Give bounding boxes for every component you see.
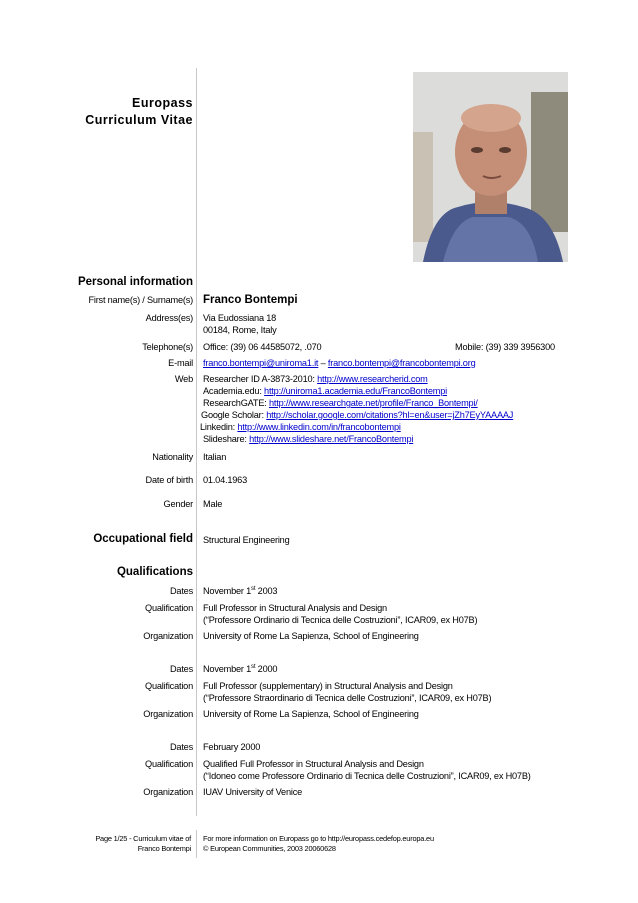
qualification-3-date <box>203 741 260 753</box>
footer-divider <box>196 830 197 858</box>
qualification-2-date-main: November 1 <box>203 664 252 674</box>
telephone-label: Telephone(s) <box>142 342 193 352</box>
address-line-2: 00184, Rome, Italy <box>203 325 277 335</box>
footer-page-info <box>95 834 191 854</box>
dob-label: Date of birth <box>145 475 193 485</box>
qualification-2-date <box>203 663 277 675</box>
web-linkedin-link[interactable]: http://www.linkedin.com/in/francobontempi <box>237 422 401 432</box>
web-researchgate-link[interactable]: http://www.researchgate.net/profile/Franco_Bontempi/ <box>268 398 478 408</box>
qualification-3-qual-label: Qualification <box>145 759 193 769</box>
web-linkedin-prefix: Linkedin: <box>200 422 238 432</box>
web-researcherid-link[interactable]: http://www.researcherid.com <box>317 374 428 384</box>
qualification-3-org-label: Organization <box>143 787 193 797</box>
web-researchgate-prefix: ResearchGATE: <box>203 398 269 408</box>
qualification-2-date-suffix: st <box>251 663 256 670</box>
qualification-2-org-label: Organization <box>143 709 193 719</box>
web-researcherid-prefix: Researcher ID A-3873-2010: <box>203 374 318 384</box>
nationality-value: Italian <box>203 452 227 462</box>
qualification-3-org: IUAV University of Venice <box>203 787 302 797</box>
gender-label: Gender <box>163 499 193 509</box>
mobile-phone: Mobile: (39) 339 3956300 <box>455 342 555 352</box>
qualification-2-date-year: 2000 <box>255 664 278 674</box>
qualification-3-title: Qualified Full Professor in Structural Analysis and Design <box>203 759 424 769</box>
occupational-field-value: Structural Engineering <box>203 535 290 545</box>
qualification-1-qual-label: Qualification <box>145 603 193 613</box>
web-slideshare <box>203 433 413 445</box>
footer-europass-line-1: For more information on Europass go to http://europass.cedefop.europa.eu <box>203 834 434 843</box>
qualification-2-title: Full Professor (supplementary) in Structural Analysis and Design <box>203 681 453 691</box>
email-row <box>203 357 475 369</box>
qualification-2-org: University of Rome La Sapienza, School of Engineering <box>203 709 419 719</box>
qualification-1-date-year: 2003 <box>255 586 278 596</box>
header-title-cv: Curriculum Vitae <box>85 113 193 127</box>
nationality-label: Nationality <box>152 452 193 462</box>
qualification-1-date-suffix: st <box>251 585 256 592</box>
web-academia <box>203 385 447 397</box>
footer-page-line-2: Franco Bontempi <box>137 844 191 853</box>
gender-value: Male <box>203 499 223 509</box>
qualification-1-dates-label: Dates <box>169 586 193 596</box>
web-slideshare-link[interactable]: http://www.slideshare.net/FrancoBontempi <box>249 434 414 444</box>
web-researchgate <box>203 397 478 409</box>
email-separator: – <box>320 358 326 368</box>
web-academia-prefix: Academia.edu: <box>203 386 265 396</box>
email-link-uniroma[interactable]: franco.bontempi@uniroma1.it <box>203 358 319 368</box>
web-scholar <box>201 409 513 421</box>
qualification-3-title-italian: (“Idoneo come Professore Ordinario di Tecnica delle Costruzioni”, ICAR09, ex H07B) <box>203 771 531 781</box>
office-phone: Office: (39) 06 44585072, .070 <box>203 342 322 352</box>
header-title-europass: Europass <box>132 96 193 110</box>
footer-copyright: © European Communities, 2003 20060628 <box>203 844 336 853</box>
occupational-field-label: Occupational field <box>93 533 193 545</box>
footer-europass-info <box>203 834 434 854</box>
qualification-2-qual-label: Qualification <box>145 681 193 691</box>
profile-photo-image <box>413 72 568 262</box>
address-line-1: Via Eudossiana 18 <box>203 313 277 323</box>
web-researcherid <box>203 373 428 385</box>
profile-photo <box>413 72 568 262</box>
web-linkedin <box>200 421 401 433</box>
web-slideshare-prefix: Slideshare: <box>203 434 250 444</box>
email-label: E-mail <box>168 358 193 368</box>
full-name: Franco Bontempi <box>203 294 298 306</box>
footer-page-line-1: Page 1/25 - Curriculum vitae of <box>95 834 191 843</box>
address-label: Address(es) <box>145 313 193 323</box>
column-divider <box>196 68 197 816</box>
web-academia-link[interactable]: http://uniroma1.academia.edu/FrancoBontempi <box>264 386 447 396</box>
web-scholar-link[interactable]: http://scholar.google.com/citations?hl=en&user=jZh7EyYAAAAJ <box>266 410 514 420</box>
web-scholar-prefix: Google Scholar: <box>201 410 267 420</box>
qualification-1-org: University of Rome La Sapienza, School of Engineering <box>203 631 419 641</box>
name-label: First name(s) / Surname(s) <box>88 295 193 305</box>
qualification-1-date <box>203 585 277 597</box>
qualification-1-title: Full Professor in Structural Analysis and Design <box>203 603 387 613</box>
section-personal-information: Personal information <box>77 276 193 288</box>
qualification-1-org-label: Organization <box>143 631 193 641</box>
section-qualifications: Qualifications <box>116 566 193 578</box>
qualification-3-date-main: February 2000 <box>203 742 261 752</box>
qualification-2-title-italian: (“Professore Straordinario di Tecnica delle Costruzioni”, ICAR09, ex H07B) <box>203 693 492 703</box>
qualification-3-dates-label: Dates <box>169 742 193 752</box>
qualification-2-dates-label: Dates <box>169 664 193 674</box>
qualification-1-title-italian: (“Professore Ordinario di Tecnica delle Costruzioni”, ICAR09, ex H07B) <box>203 615 478 625</box>
dob-value: 01.04.1963 <box>203 475 247 485</box>
web-label: Web <box>174 374 193 384</box>
qualification-1-date-main: November 1 <box>203 586 252 596</box>
email-link-personal[interactable]: franco.bontempi@francobontempi.org <box>327 358 476 368</box>
